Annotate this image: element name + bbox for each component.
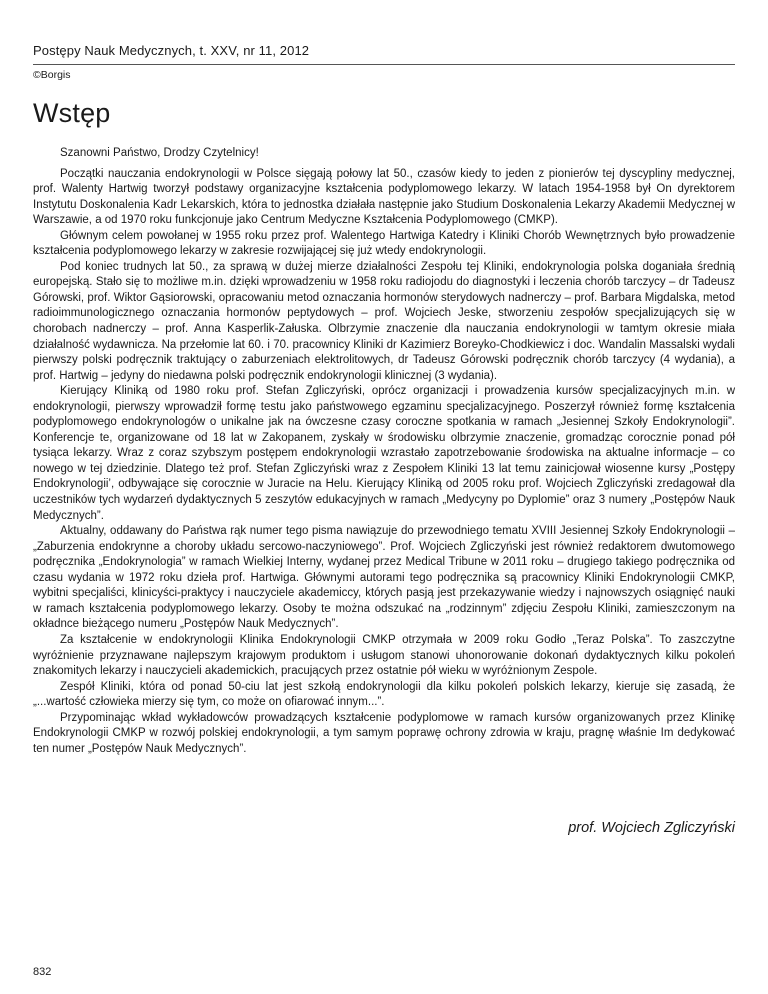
author-signature: prof. Wojciech Zgliczyński (568, 820, 735, 836)
journal-header: Postępy Nauk Medycznych, t. XXV, nr 11, 2012 (33, 43, 310, 58)
header-divider (33, 64, 735, 65)
paragraph-3: Pod koniec trudnych lat 50., za sprawą w dużej mierze działalności Zespołu tej Kliniki, endokrynologia polska doganiała średnią europejską. Stało się to możliwe m.in. dzięki wprowadzeniu w 1958 roku radiojodu do diagnostyki i leczenia chorób tarczycy – dr Tadeusz Górowski, prof. Wiktor Gąsiorowski, opracowaniu metod oznaczania hormonów sterydowych nadnerczy – prof. Barbara Migdalska, metod radioimmunologicznego oznaczania hormonów peptydowych – prof. Wojciech Jeske, stworzeniu zespołów specjalizujących się w chorobach nadnerczy – prof. Anna Kasperlik-Załuska. Olbrzymie znaczenie dla nauczania endokrynologii w tamtym okresie miała działalność wydawnicza. Na przełomie lat 60. i 70. pracownicy Kliniki dr Kazimierz Boreyko-Chodkiewicz i doc. Wandalin Massalski wydali pierwszy polski podręcznik traktujący o zaburzeniach elektrolitowych, dr Tadeusz Górowski podręcznik chorób tarczycy (4 wydania), a prof. Hartwig – jedyny do niedawna polski podręcznik endokrynologii klinicznej (3 wydania). (33, 260, 735, 382)
article-body (33, 146, 735, 757)
paragraph-1: Początki nauczania endokrynologii w Polsce sięgają połowy lat 50., czasów kiedy to jeden z pionierów tej dyscypliny medycznej, prof. Walenty Hartwig tworzył podstawy organizacyjne kształcenia podyplomowego lekarzy. W latach 1954-1958 był On dyrektorem Instytutu Doskonalenia Kadr Lekarskich, która to jednostka działała następnie jako Studium Doskonalenia Lekarzy Akademii Medycznej w Warszawie, a od 1970 roku funkcjonuje jako Centrum Medyczne Kształcenia Podyplomowego (CMKP). (33, 167, 735, 227)
paragraph-6: Za kształcenie w endokrynologii Klinika Endokrynologii CMKP otrzymała w 2009 roku Godło „Teraz Polska”. To zaszczytne wyróżnienie przyznawane najlepszym krajowym produktom i usługom stanowi uhonorowanie dokonań dydaktycznych kilku pokoleń znakomitych lekarzy i nauczycieli akademickich, pracujących przez ostatnie pół wieku w wyróżnionym Zespole. (33, 633, 735, 678)
paragraph-2: Głównym celem powołanej w 1955 roku przez prof. Walentego Hartwiga Katedry i Kliniki Chorób Wewnętrznych było prowadzenie kształcenia podyplomowego lekarzy w zakresie rozwijającej się już wtedy endokrynologii. (33, 229, 735, 258)
copyright-notice: ©Borgis (33, 69, 71, 81)
article-title: Wstęp (33, 98, 111, 128)
paragraph-8: Przypominając wkład wykładowców prowadzących kształcenie podyplomowe w ramach kursów organizowanych przez Klinikę Endokrynologii CMKP w rozwój polskiej endokrynologii, a tym samym poprawę ochrony zdrowia w kraju, pragnę właśnie Im dedykować ten numer „Postępów Nauk Medycznych”. (33, 711, 735, 755)
paragraph-4: Kierujący Kliniką od 1980 roku prof. Stefan Zgliczyński, oprócz organizacji i prowadzenia kursów specjalizacyjnych m.in. w endokrynologii, pierwszy wprowadził formę testu jako państwowego egzaminu specjalizacyjnego. Poszerzył również formę kształcenia podyplomowego endokrynologów o unikalne jak na ówczesne czasy coroczne spotkania w ramach „Jesiennej Szkoły Endokrynologii”. Konferencje te, organizowane od 18 lat w Zakopanem, zyskały w środowisku olbrzymie znaczenie, gromadząc corocznie ponad pół tysiąca lekarzy. Wraz z coraz szybszym postępem endokrynologii wzrastało zapotrzebowanie środowiska na aktualne informacje – co nowego w tej dziedzinie. Dlatego też prof. Stefan Zgliczyński wraz z Zespołem Kliniki 13 lat temu zainicjował wiosenne kursy „Postępy Endokrynologii’, odbywające się corocznie w Juracie na Helu. Kierujący Kliniką od 2005 roku prof. Wojciech Zgliczyński zredagował dla uczestników tych wydarzeń dydaktycznych 5 zeszytów edukacyjnych w ramach „Medycyny po Dyplomie” oraz 3 numery „Postępów Nauk Medycznych”. (33, 385, 735, 522)
paragraph-7: Zespół Kliniki, która od ponad 50-ciu lat jest szkołą endokrynologii dla kilku pokoleń polskich lekarzy, kieruje się zasadą, że „...wartość człowieka mierzy się tym, co może on ofiarować innym...”. (33, 680, 735, 709)
greeting: Szanowni Państwo, Drodzy Czytelnicy! (60, 147, 259, 159)
paragraph-5: Aktualny, oddawany do Państwa rąk numer tego pisma nawiązuje do przewodniego tematu XVIII Jesiennej Szkoły Endokrynologii – „Zaburzenia endokrynne a choroby układu sercowo-naczyniowego”. Prof. Wojciech Zgliczyński jest również redaktorem dwutomowego podręcznika „Endokrynologia” w ramach Wielkiej Interny, wydanej przez Medical Tribune w 2011 roku – drugiego takiego podręcznika od czasu wydania w 1972 roku dzieła prof. Hartwiga. Głównymi autorami tego podręcznika są pracownicy Kliniki Endokrynologii CMKP, wybitni specjaliści, klinicyści-praktycy i nauczyciele akademiccy, których pasją jest przekazywanie wiedzy i najnowszych osiągnięć nauki w ramach kształcenia podyplomowego lekarzy. Osoby te można odszukać na „rodzinnym” zdjęciu Zespołu Kliniki, zamieszczonym na okładnce bieżącego numeru „Postępów Nauk Medycznych”. (33, 525, 735, 631)
page-number: 832 (33, 966, 52, 978)
